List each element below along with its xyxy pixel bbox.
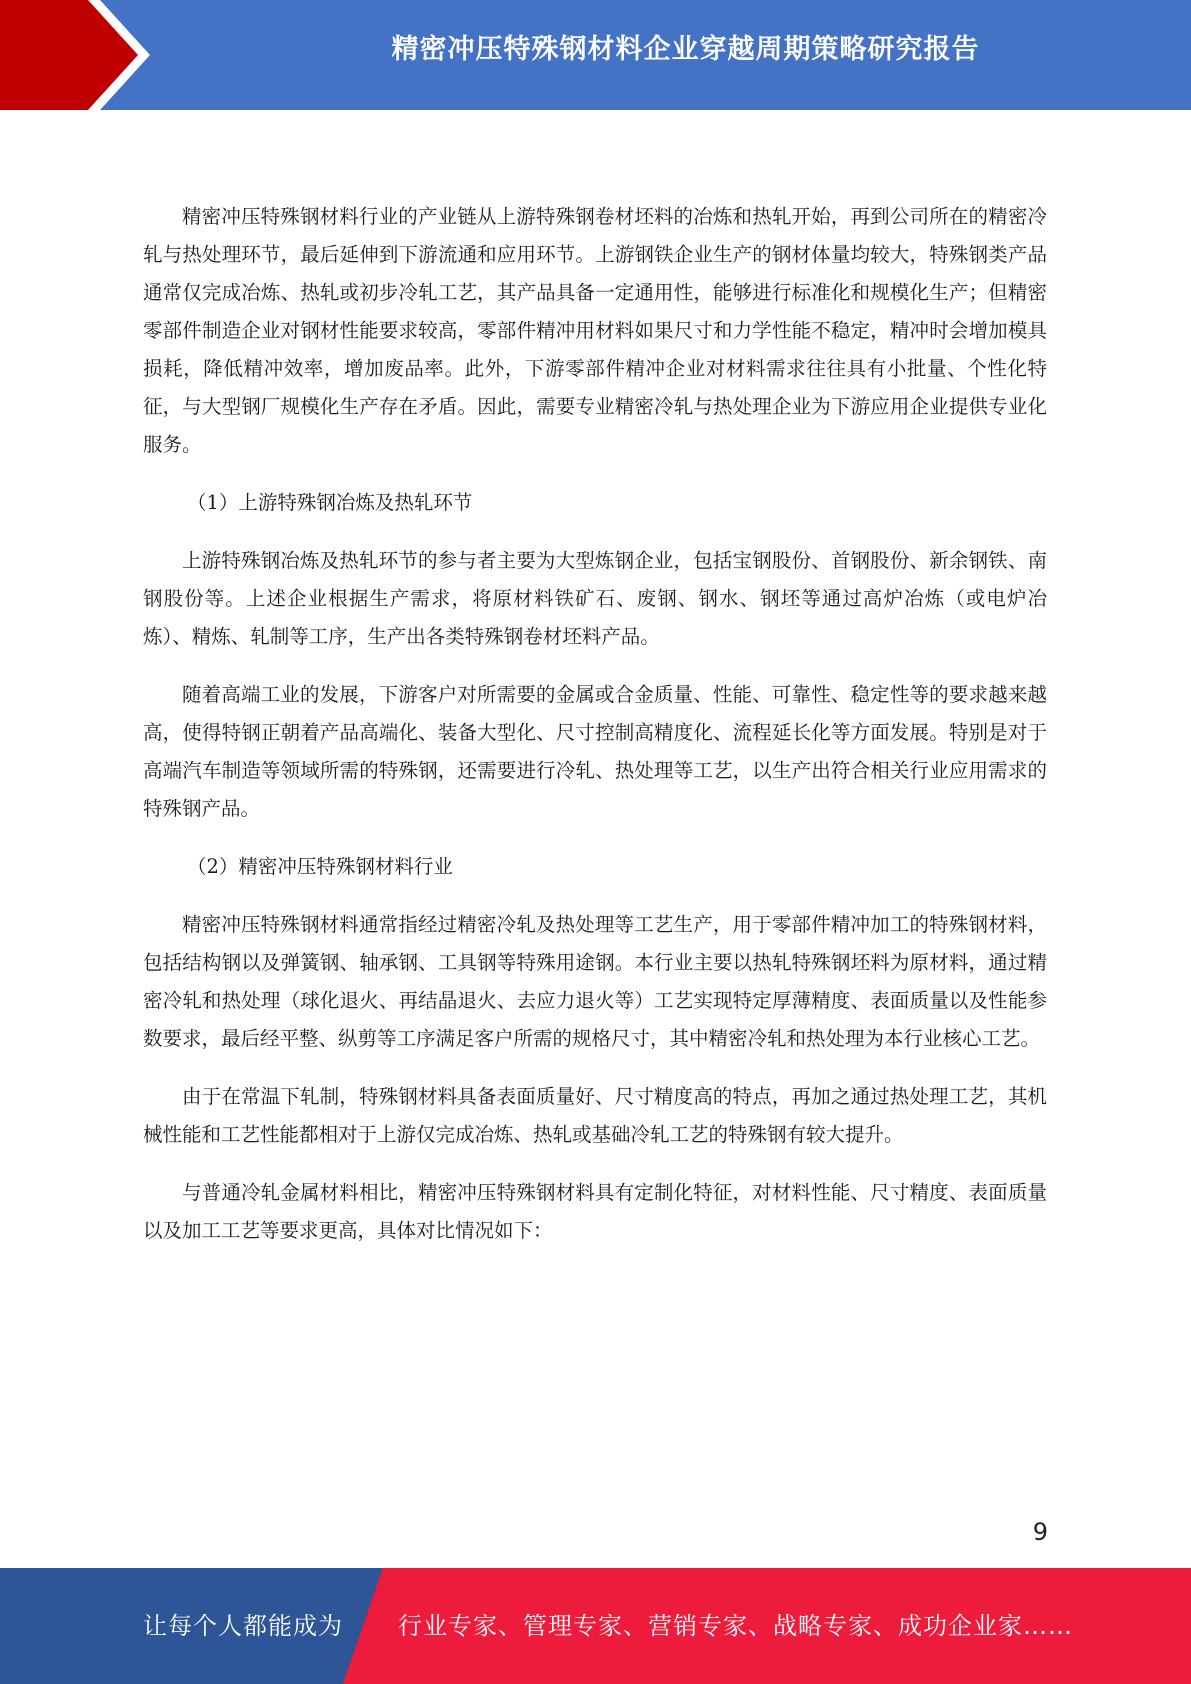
- header-title: 精密冲压特殊钢材料企业穿越周期策略研究报告: [391, 34, 980, 65]
- page-header: [0, 0, 1191, 110]
- paragraph-comparison-intro: 与普通冷轧金属材料相比，精密冲压特殊钢材料具有定制化特征，对材料性能、尺寸精度、表面质量以及加工工艺等要求更高，具体对比情况如下：: [143, 1181, 1047, 1242]
- report-body: [143, 198, 1047, 1270]
- paragraph-industry-chain: 精密冲压特殊钢材料行业的产业链从上游特殊钢卷材坯料的冶炼和热轧开始，再到公司所在的精密冷轧与热处理环节，最后延伸到下游流通和应用环节。上游钢铁企业生产的钢材体量均较大，特殊钢类产品通常仅完成冶炼、热轧或初步冷轧工艺，其产品具备一定通用性，能够进行标准化和规模化生产；但精密零部件制造企业对钢材性能要求较高，零部件精冲用材料如果尺寸和力学性能不稳定，精冲时会增加模具损耗，降低精冲效率，增加废品率。此外，下游零部件精冲企业对材料需求往往具有小批量、个性化特征，与大型钢厂规模化生产存在矛盾。因此，需要专业精密冷轧与热处理企业为下游应用企业提供专业化服务。: [143, 205, 1047, 456]
- paragraph-cold-rolling-advantage: 由于在常温下轧制，特殊钢材料具备表面质量好、尺寸精度高的特点，再加之通过热处理工艺，其机械性能和工艺性能都相对于上游仅完成冶炼、热轧或基础冷轧工艺的特殊钢有较大提升。: [143, 1085, 1047, 1146]
- header-red-chevron: [0, 0, 138, 110]
- paragraph-upstream-trend: 随着高端工业的发展，下游客户对所需要的金属或合金质量、性能、可靠性、稳定性等的要求越来越高，使得特钢正朝着产品高端化、装备大型化、尺寸控制高精度化、流程延长化等方面发展。特别是对于高端汽车制造等领域所需的特殊钢，还需要进行冷轧、热处理等工艺，以生产出符合相关行业应用需求的特殊钢产品。: [143, 683, 1047, 820]
- paragraph-upstream-participants: 上游特殊钢冶炼及热轧环节的参与者主要为大型炼钢企业，包括宝钢股份、首钢股份、新余钢铁、南钢股份等。上述企业根据生产需求，将原材料铁矿石、废钢、钢水、钢坯等通过高炉冶炼（或电炉冶炼）、精炼、轧制等工序，生产出各类特殊钢卷材坯料产品。: [143, 549, 1047, 648]
- paragraph-precision-steel-definition: 精密冲压特殊钢材料通常指经过精密冷轧及热处理等工艺生产，用于零部件精冲加工的特殊钢材料，包括结构钢以及弹簧钢、轴承钢、工具钢等特殊用途钢。本行业主要以热轧特殊钢坯料为原材料，通过精密冷轧和热处理（球化退火、再结晶退火、去应力退火等）工艺实现特定厚薄精度、表面质量以及性能参数要求，最后经平整、纵剪等工序满足客户所需的规格尺寸，其中精密冷轧和热处理为本行业核心工艺。: [143, 913, 1047, 1050]
- section-heading-upstream: （1）上游特殊钢冶炼及热轧环节: [187, 491, 473, 514]
- footer-slogan-right: 行业专家、管理专家、营销专家、战略专家、成功企业家……: [398, 1612, 1073, 1640]
- page-footer: [0, 1568, 1191, 1684]
- page-number: 9: [1032, 1518, 1048, 1546]
- section-heading-precision-steel: （2）精密冲压特殊钢材料行业: [187, 855, 453, 878]
- footer-slogan-left: 让每个人都能成为: [143, 1612, 343, 1640]
